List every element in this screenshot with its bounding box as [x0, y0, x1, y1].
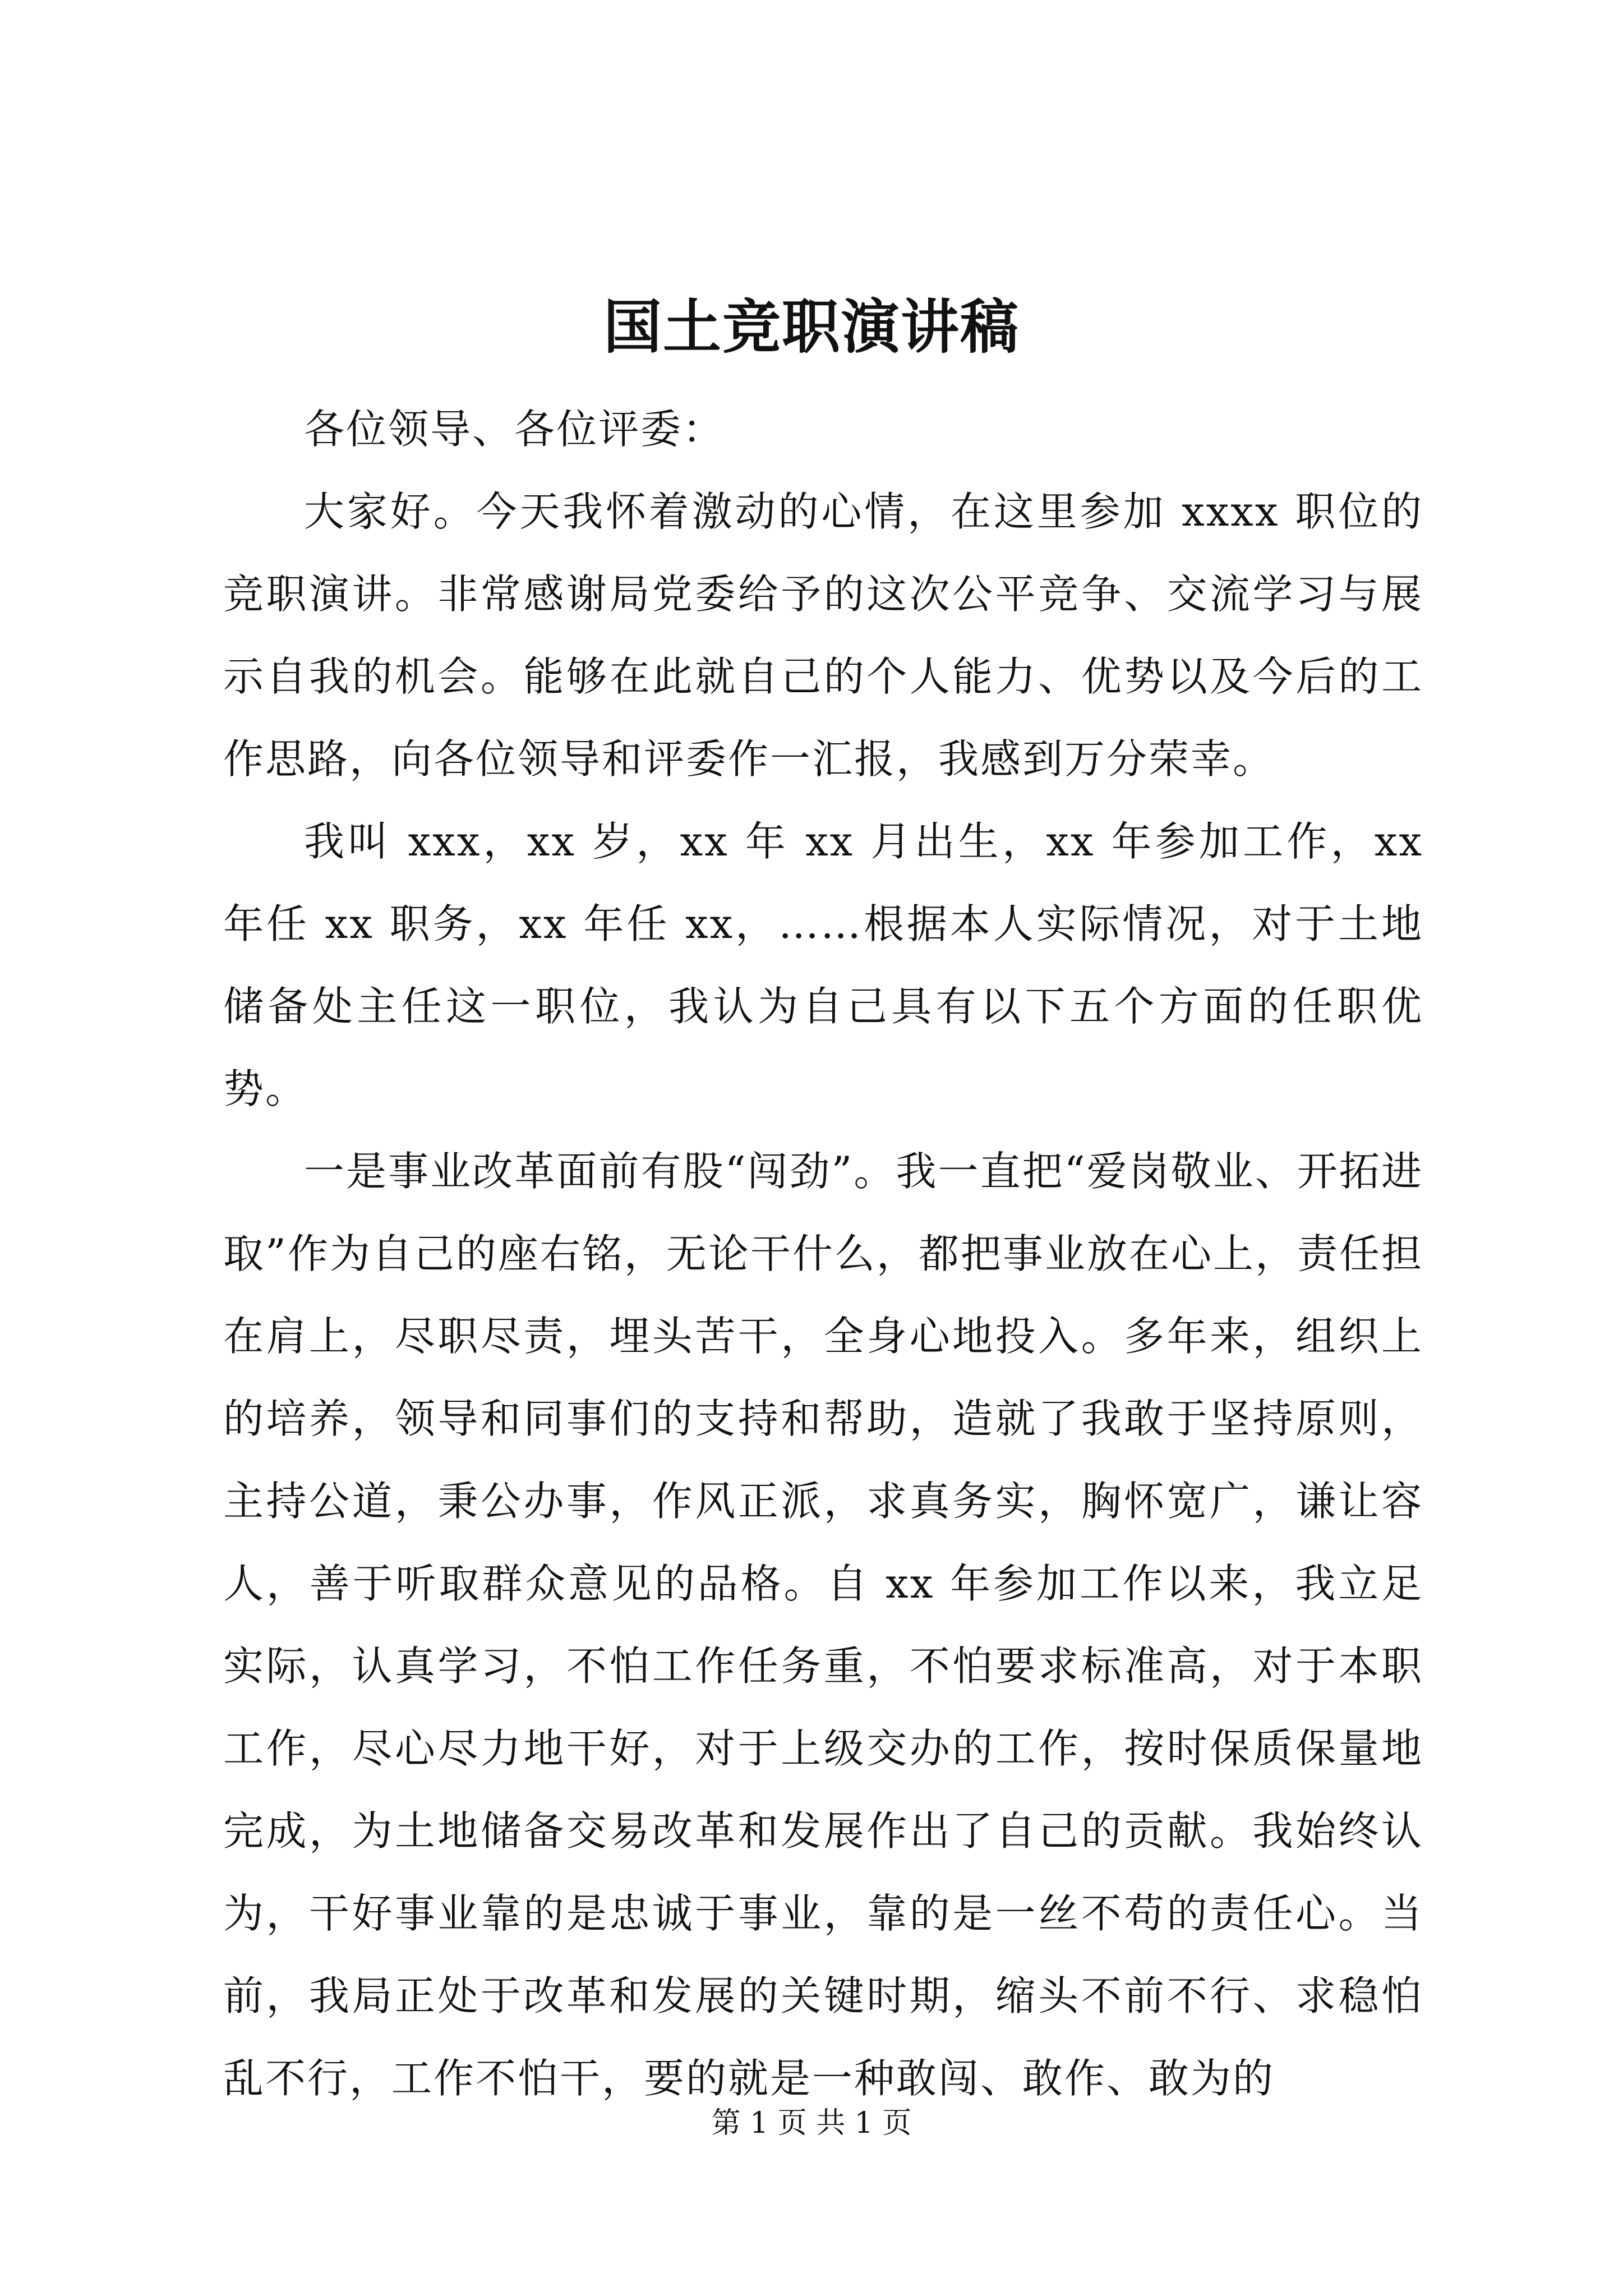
page-number-footer: 第 1 页 共 1 页	[711, 2106, 912, 2140]
document-title: 国土竞职演讲稿	[603, 292, 1020, 361]
advantage-one-paragraph: 一是事业改革面前有股“闯劲”。我一直把“爱岗敬业、开拓进取”作为自己的座右铭，无论干什么，都把事业放在心上，责任担在肩上，尽职尽责，埋头苦干，全身心地投入。多年来，组织上的培养，领导和同事们的支持和帮助，造就了我敢于坚持原则，主持公道，秉公办事，作风正派，求真务实，胸怀宽广，谦让容人，善于听取群众意见的品格。自 xx 年参加工作以来，我立足实际，认真学习，不怕工作任务重，不怕要求标准高，对于本职工作，尽心尽力地干好，对于上级交办的工作，按时保质保量地完成，为土地储备交易改革和发展作出了自己的贡献。我始终认为，干好事业靠的是忠诚于事业，靠的是一丝不苟的责任心。当前，我局正处于改革和发展的关键时期，缩头不前不行、求稳怕乱不行，工作不怕干，要的就是一种敢闯、敢作、敢为的	[223, 1148, 1423, 2102]
salutation-paragraph: 各位领导、各位评委：	[304, 406, 725, 453]
greeting-paragraph: 大家好。今天我怀着激动的心情，在这里参加 xxxx 职位的竞职演讲。非常感谢局党委给予的这次公平竞争、交流学习与展示自我的机会。能够在此就自己的个人能力、优势以及今后的工作思路，向各位领导和评委作一汇报，我感到万分荣幸。	[223, 488, 1423, 783]
document-body	[223, 388, 1423, 2120]
self-introduction-paragraph: 我叫 xxx，xx 岁，xx 年 xx 月出生，xx 年参加工作，xx 年任 xx 职务，xx 年任 xx，……根据本人实际情况，对于土地储备处主任这一职位，我认为自己具有以下五个方面的任职优势。	[223, 818, 1423, 1112]
